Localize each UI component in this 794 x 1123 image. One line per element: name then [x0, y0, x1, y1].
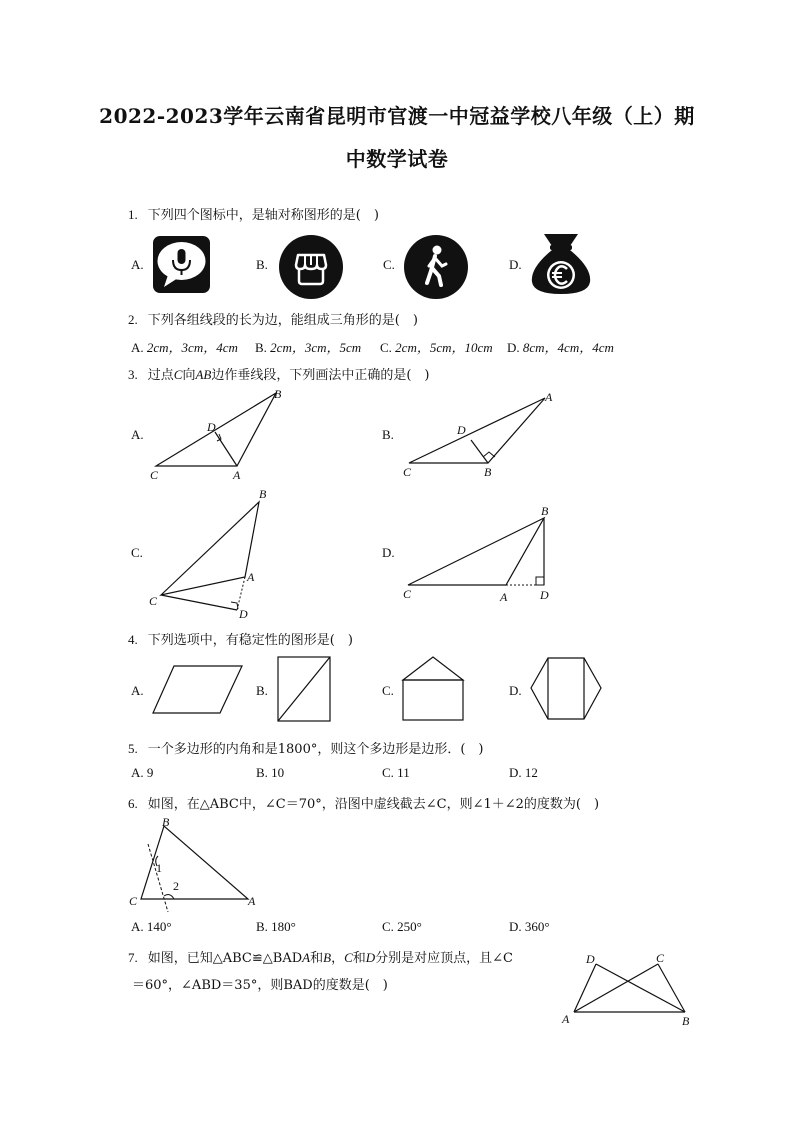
- svg-text:C: C: [129, 894, 138, 908]
- euro-money-bag-icon: [528, 230, 594, 298]
- walking-person-icon: [404, 235, 468, 299]
- question-number: 1.: [128, 207, 138, 222]
- option-label: D.: [509, 683, 522, 698]
- choice-d: D. 360°: [509, 919, 550, 934]
- question-number: 2.: [128, 312, 138, 327]
- house-shape-figure: [401, 655, 467, 723]
- option-label: B.: [382, 427, 394, 442]
- question-text: 下列各组线段的长为边，能组成三角形的是( ): [147, 313, 418, 328]
- choice-b: B. 10: [256, 765, 285, 780]
- option-label: C.: [383, 257, 395, 272]
- question-number: 5.: [128, 741, 138, 756]
- microphone-speech-bubble-icon: [152, 235, 212, 295]
- question-text: 一个多边形的内角和是1800°，则这个多边形是边形．( ): [147, 742, 484, 757]
- rectangle-with-diagonal-figure: [276, 655, 332, 723]
- question-number: 6.: [128, 796, 138, 811]
- svg-text:C: C: [656, 951, 665, 965]
- question-7-line2: ＝60°，∠ABD＝35°，则BAD的度数是( ): [132, 978, 388, 993]
- shop-store-icon: [279, 235, 343, 299]
- svg-text:B: B: [484, 465, 492, 479]
- choice-b: B. 2cm，3cm，5cm: [255, 340, 362, 355]
- parallelogram-figure: [150, 664, 246, 716]
- svg-text:B: B: [259, 487, 267, 501]
- svg-text:1: 1: [156, 861, 162, 875]
- question-number: 7.: [128, 950, 138, 965]
- option-label: C.: [131, 545, 143, 560]
- choice-c: C. 2cm，5cm，10cm: [380, 340, 493, 355]
- option-label: D.: [509, 257, 522, 272]
- q3-figure-c: [145, 485, 275, 625]
- question-1: [128, 204, 379, 223]
- svg-text:B: B: [682, 1014, 690, 1028]
- q6-triangle-figure: [126, 814, 266, 914]
- question-3: 3. 过点C向AB边作垂线段，下列画法中正确的是( ): [128, 367, 430, 383]
- question-number: 4.: [128, 632, 138, 647]
- option-label: A.: [131, 257, 144, 272]
- option-label: B.: [256, 257, 268, 272]
- option-label: B.: [256, 683, 268, 698]
- choice-a: A. 140°: [131, 919, 172, 934]
- svg-text:D: D: [586, 952, 595, 966]
- option-label: A.: [131, 683, 144, 698]
- svg-text:A: A: [248, 894, 256, 908]
- option-label: A.: [131, 427, 144, 442]
- hexagon-with-rectangle-figure: [528, 656, 604, 722]
- question-5: [128, 738, 483, 757]
- q3-figure-a: [140, 380, 300, 485]
- option-label: D.: [382, 545, 395, 560]
- option-label: C.: [382, 683, 394, 698]
- svg-text:B: B: [274, 387, 282, 401]
- svg-text:C: C: [149, 594, 158, 608]
- question-text: 下列四个图标中，是轴对称图形的是( ): [147, 208, 379, 223]
- svg-text:C: C: [403, 465, 412, 479]
- svg-text:A: A: [247, 570, 255, 584]
- question-text: 下列选项中，有稳定性的图形是( ): [147, 633, 353, 648]
- question-7-line1: 7. 如图，已知△ABC≌△BADA和B，C和D分别是对应顶点，且∠C: [128, 950, 513, 966]
- question-4: [128, 629, 353, 648]
- svg-text:2: 2: [173, 879, 179, 893]
- svg-text:C: C: [403, 587, 412, 601]
- exam-title-line2: 中数学试卷: [345, 147, 449, 171]
- choice-b: B. 180°: [256, 919, 296, 934]
- q3-figure-d: [395, 500, 565, 605]
- choice-c: C. 250°: [382, 919, 422, 934]
- question-6: [128, 793, 599, 812]
- choice-d: D. 8cm，4cm，4cm: [507, 340, 614, 355]
- exam-title-line1: 2022-2023学年云南省昆明市官渡一中冠益学校八年级（上）期: [99, 104, 695, 128]
- choice-a: A. 2cm，3cm，4cm: [131, 340, 238, 355]
- svg-text:D: D: [207, 420, 216, 434]
- svg-text:B: B: [162, 815, 170, 829]
- svg-text:A: A: [500, 590, 508, 604]
- q3-figure-b: [395, 385, 565, 480]
- choice-c: C. 11: [382, 765, 410, 780]
- svg-text:D: D: [457, 423, 466, 437]
- question-text: 如图，在△ABC中，∠C＝70°，沿图中虚线截去∠C，则∠1＋∠2的度数为( ): [147, 797, 600, 812]
- svg-text:D: D: [540, 588, 549, 602]
- question-number: 3.: [128, 367, 138, 382]
- svg-text:C: C: [150, 468, 159, 482]
- question-2: [128, 309, 418, 328]
- svg-text:D: D: [239, 607, 248, 621]
- svg-text:A: A: [545, 390, 553, 404]
- svg-text:A: A: [233, 468, 241, 482]
- svg-text:B: B: [541, 504, 549, 518]
- choice-d: D. 12: [509, 765, 538, 780]
- q7-congruent-triangles-figure: [560, 948, 700, 1033]
- svg-text:A: A: [562, 1012, 570, 1026]
- choice-a: A. 9: [131, 765, 154, 780]
